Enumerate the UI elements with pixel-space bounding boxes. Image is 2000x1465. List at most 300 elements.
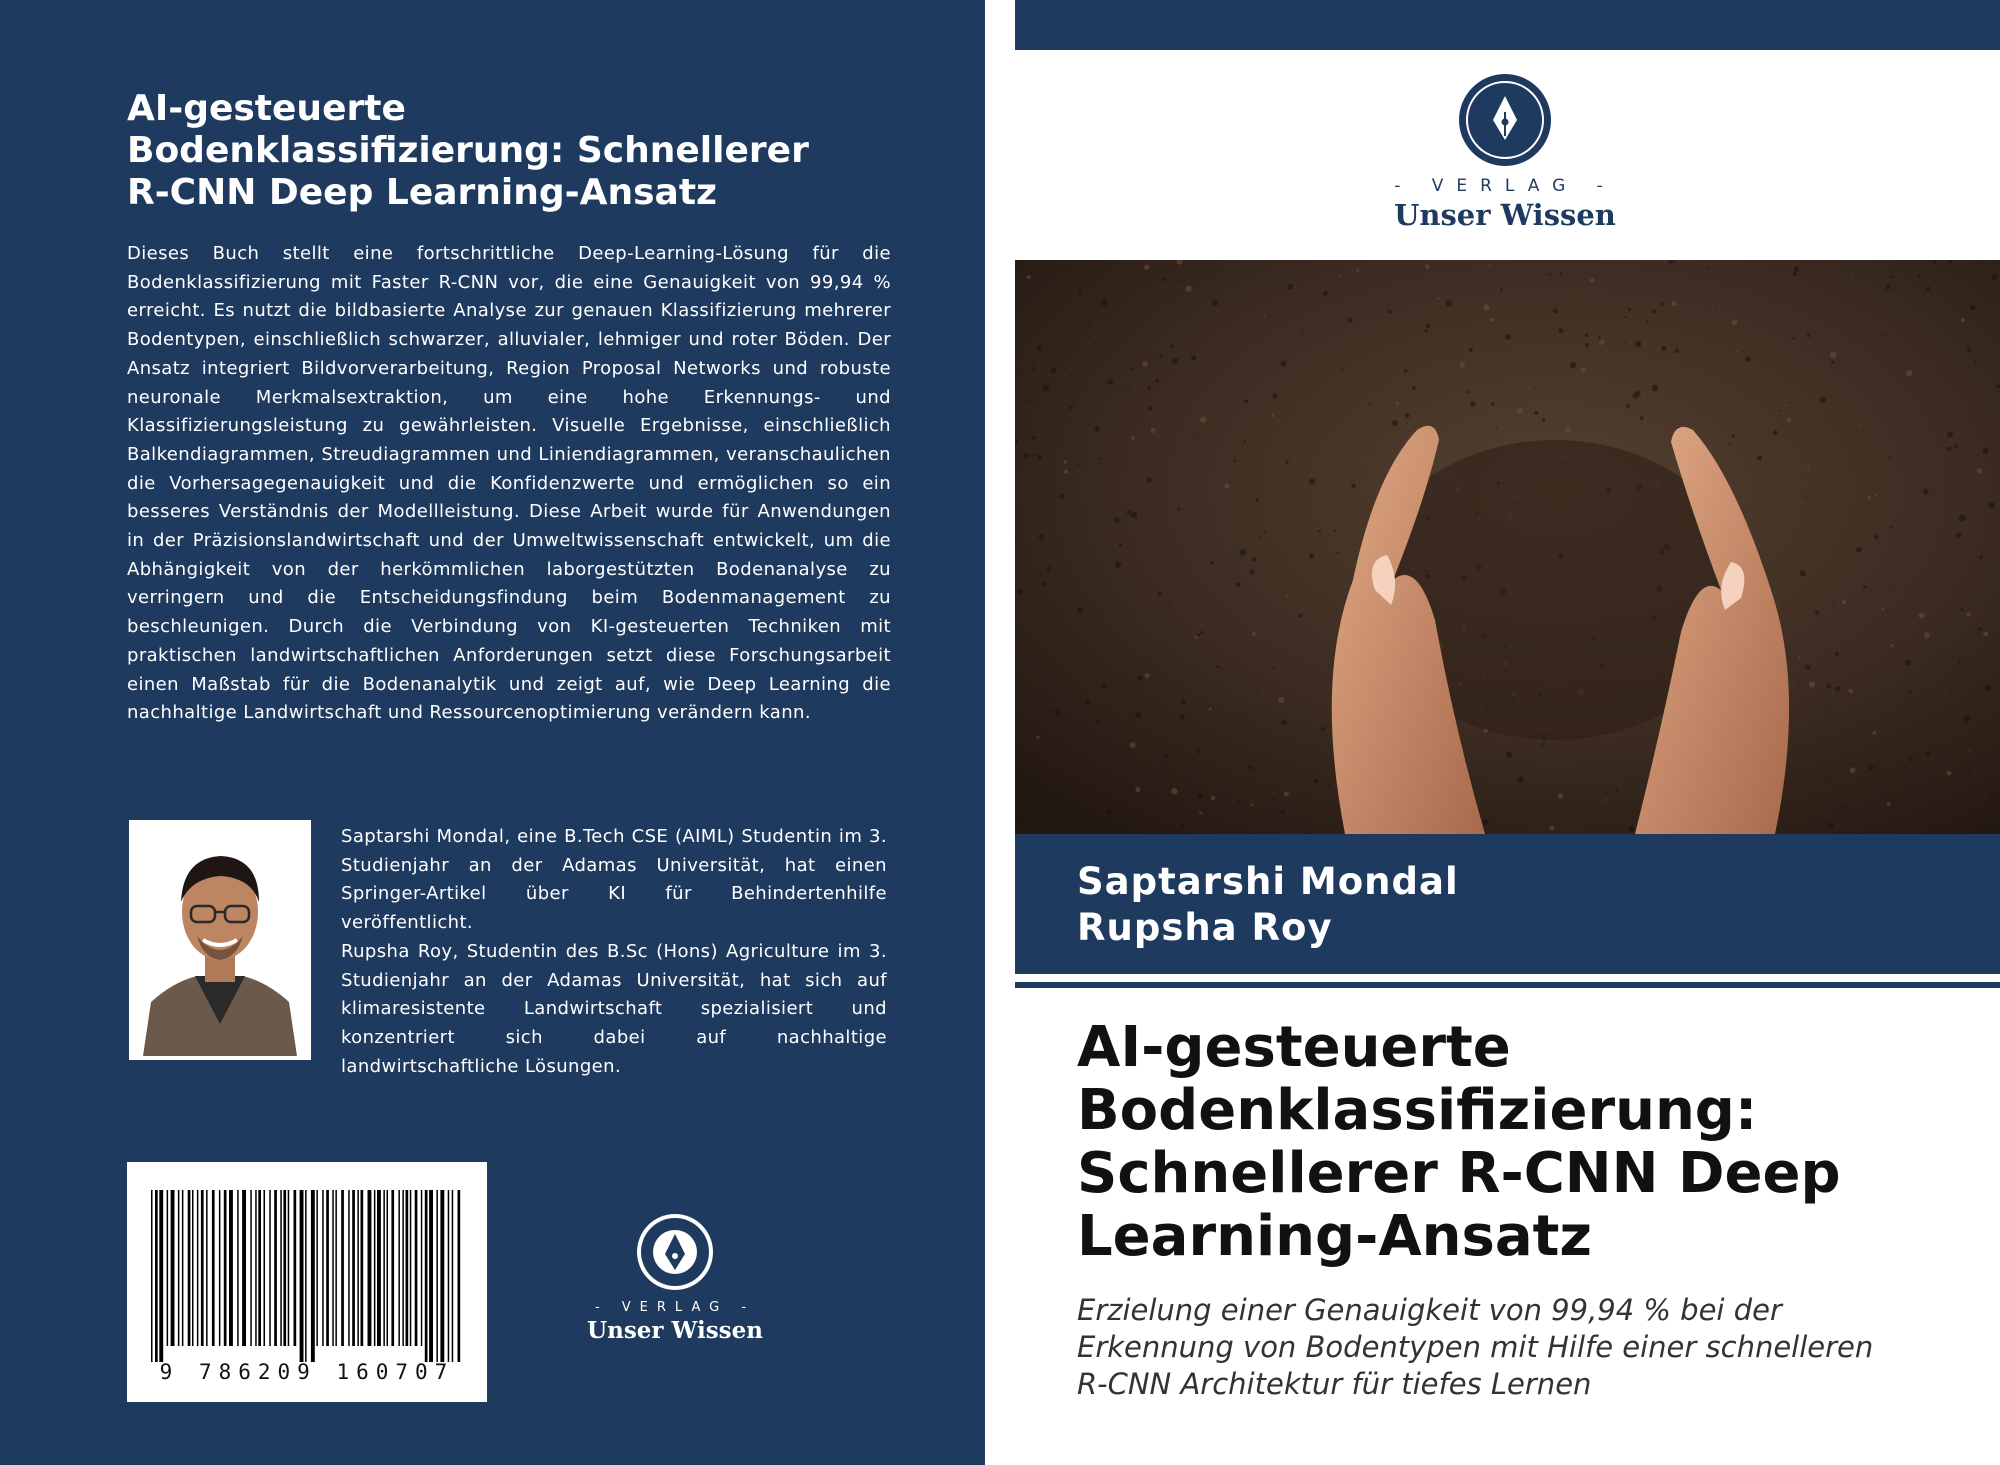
- soil-grain-dot: [1281, 361, 1287, 367]
- soil-grain-dot: [1890, 525, 1893, 528]
- barcode-bar: [316, 1190, 318, 1346]
- author-bio-mondal: Saptarshi Mondal, eine B.Tech CSE (AIML) Studentin im 3. Studienjahr an der Adamas Universität, hat einen Springer-Artikel über KI für Behindertenhilfe veröffentlicht.: [341, 826, 887, 934]
- soil-grain-dot: [1882, 608, 1884, 610]
- soil-grain-dot: [1856, 547, 1862, 553]
- author-bio-roy: Rupsha Roy, Studentin des B.Sc (Hons) Agriculture im 3. Studienjahr an der Adamas Universität, hat sich auf klimaresistente Landwirtschaft spezialisiert und konzentriert sich dabei auf nachhaltige landwirtschaftliche Lösungen.: [341, 940, 887, 1077]
- soil-grain-dot: [1181, 824, 1185, 828]
- soil-grain-dot: [1094, 426, 1100, 432]
- soil-grain-dot: [1135, 787, 1140, 792]
- soil-grain-dot: [1264, 531, 1266, 533]
- soil-grain-dot: [1659, 264, 1661, 266]
- soil-grain-dot: [1534, 800, 1536, 802]
- barcode-bar: [237, 1190, 239, 1346]
- soil-grain-dot: [1534, 411, 1538, 415]
- soil-grain-dot: [1489, 264, 1491, 266]
- soil-grain-dot: [1961, 318, 1965, 322]
- soil-grain-dot: [1237, 801, 1240, 804]
- soil-grain-dot: [1874, 535, 1879, 540]
- front-publisher-logo: [1385, 72, 1625, 232]
- soil-grain-dot: [1805, 496, 1807, 498]
- soil-grain-dot: [1909, 757, 1913, 761]
- soil-grain-dot: [1851, 277, 1853, 279]
- soil-grain-dot: [1135, 712, 1141, 718]
- soil-grain-dot: [1024, 453, 1029, 458]
- barcode-bar: [383, 1190, 385, 1346]
- soil-grain-dot: [1248, 766, 1252, 770]
- soil-grain-dot: [1148, 406, 1153, 411]
- author-bios: [341, 823, 887, 1081]
- soil-grain-dot: [1337, 552, 1339, 554]
- barcode-bar: [264, 1190, 266, 1346]
- barcode-bar: [294, 1190, 297, 1346]
- soil-grain-dot: [1155, 379, 1159, 383]
- soil-grain-dot: [1164, 755, 1168, 759]
- soil-grain-dot: [1798, 656, 1800, 658]
- soil-grain-dot: [1160, 355, 1163, 358]
- soil-grain-dot: [1341, 369, 1343, 371]
- soil-grain-dot: [1585, 333, 1589, 337]
- soil-grain-dot: [1646, 321, 1648, 323]
- soil-grain-dot: [1239, 549, 1246, 556]
- soil-grain-dot: [1807, 334, 1810, 337]
- barcode-bar: [458, 1190, 461, 1362]
- soil-grain-dot: [1708, 267, 1710, 269]
- soil-grain-dot: [1369, 403, 1372, 406]
- soil-grain-dot: [1084, 352, 1086, 354]
- back-cover: [0, 0, 985, 1465]
- soil-grain-dot: [1495, 428, 1497, 430]
- soil-grain-dot: [1284, 792, 1289, 797]
- soil-grain-dot: [1736, 351, 1738, 353]
- soil-grain-dot: [1958, 660, 1961, 663]
- author-name-1: Saptarshi Mondal: [1077, 860, 1459, 903]
- soil-grain-dot: [1624, 341, 1626, 343]
- soil-grain-dot: [1127, 385, 1129, 387]
- soil-grain-dot: [1351, 484, 1356, 489]
- front-divider: [1015, 982, 2000, 988]
- soil-grain-dot: [1470, 402, 1476, 408]
- publisher-seal-icon: [1457, 72, 1553, 168]
- barcode-bar: [280, 1190, 282, 1346]
- soil-grain-dot: [1835, 686, 1840, 691]
- back-publisher-logo: [575, 1212, 775, 1344]
- soil-grain-dot: [1356, 269, 1359, 272]
- soil-grain-dot: [1469, 348, 1473, 352]
- soil-grain-dot: [1581, 367, 1586, 372]
- soil-grain-dot: [1732, 320, 1738, 326]
- soil-grain-dot: [1392, 420, 1398, 426]
- soil-grain-dot: [1661, 302, 1665, 306]
- soil-grain-dot: [1970, 305, 1976, 311]
- barcode-bar: [300, 1190, 304, 1362]
- soil-grain-dot: [1780, 410, 1782, 412]
- soil-grain-dot: [1125, 447, 1127, 449]
- soil-grain-dot: [1624, 316, 1626, 318]
- soil-grain-dot: [1873, 731, 1877, 735]
- barcode-bar: [283, 1190, 286, 1346]
- soil-grain-dot: [1119, 543, 1123, 547]
- soil-grain-dot: [1198, 634, 1201, 637]
- soil-grain-dot: [1598, 336, 1601, 339]
- soil-grain-dot: [1863, 585, 1866, 588]
- soil-grain-dot: [1426, 324, 1431, 329]
- barcode-bar: [377, 1190, 381, 1346]
- soil-grain-dot: [1298, 613, 1302, 617]
- soil-grain-dot: [1147, 387, 1151, 391]
- soil-grain-dot: [1599, 340, 1604, 345]
- soil-grain-dot: [1016, 819, 1021, 824]
- soil-grain-dot: [1558, 328, 1563, 333]
- soil-grain-dot: [1425, 264, 1430, 269]
- barcode-bar: [429, 1190, 433, 1362]
- soil-grain-dot: [1224, 483, 1229, 488]
- soil-grain-dot: [1841, 806, 1845, 810]
- soil-grain-dot: [1628, 826, 1634, 832]
- soil-grain-dot: [1286, 595, 1288, 597]
- barcode: [147, 1190, 467, 1362]
- barcode-bar: [219, 1190, 221, 1346]
- soil-grain-dot: [1115, 562, 1121, 568]
- soil-grain-dot: [1195, 711, 1197, 713]
- soil-grain-dot: [1211, 796, 1216, 801]
- soil-grain-dot: [1039, 534, 1045, 540]
- soil-grain-dot: [1077, 607, 1083, 613]
- back-logo-brand: Unser Wissen: [587, 1317, 763, 1344]
- soil-grain-dot: [1548, 273, 1550, 275]
- barcode-bar: [151, 1190, 153, 1362]
- barcode-bar: [410, 1190, 412, 1346]
- soil-grain-dot: [1257, 692, 1259, 694]
- soil-grain-dot: [1605, 799, 1607, 801]
- soil-grain-dot: [1037, 455, 1042, 460]
- soil-grain-dot: [1017, 589, 1023, 595]
- soil-grain-dot: [1191, 355, 1197, 361]
- soil-grain-dot: [1054, 709, 1061, 716]
- soil-grain-dot: [1064, 470, 1068, 474]
- soil-grain-dot: [1466, 391, 1469, 394]
- soil-grain-dot: [1084, 386, 1086, 388]
- soil-grain-dot: [1490, 318, 1494, 322]
- barcode-bar: [192, 1190, 194, 1346]
- soil-grain-dot: [1285, 461, 1288, 464]
- soil-grain-dot: [1305, 377, 1307, 379]
- soil-grain-dot: [1983, 632, 1988, 637]
- barcode-bar: [415, 1190, 418, 1346]
- barcode-bar: [288, 1190, 290, 1346]
- soil-grain-dot: [1907, 719, 1909, 721]
- soil-grain-dot: [1281, 719, 1287, 725]
- soil-grain-dot: [1858, 425, 1860, 427]
- soil-grain-dot: [1815, 610, 1819, 614]
- soil-grain-dot: [1977, 468, 1982, 473]
- soil-grain-dot: [1281, 810, 1285, 814]
- soil-grain-dot: [1794, 266, 1800, 272]
- soil-grain-dot: [1404, 369, 1408, 373]
- soil-grain-dot: [1967, 771, 1970, 774]
- soil-grain-dot: [1198, 793, 1203, 798]
- soil-grain-dot: [1323, 291, 1328, 296]
- soil-grain-dot: [1925, 751, 1930, 756]
- soil-grain-dot: [1199, 812, 1202, 815]
- soil-grain-dot: [1032, 435, 1037, 440]
- soil-grain-dot: [1990, 795, 1994, 799]
- soil-grain-dot: [1799, 570, 1805, 576]
- soil-grain-dot: [1387, 310, 1391, 314]
- soil-grain-dot: [1181, 699, 1187, 705]
- barcode-bar: [201, 1190, 204, 1346]
- barcode-bar: [348, 1190, 350, 1346]
- soil-grain-dot: [1728, 443, 1730, 445]
- soil-grain-dot: [1585, 343, 1589, 347]
- soil-grain-dot: [1396, 402, 1399, 405]
- soil-grain-dot: [1107, 379, 1113, 385]
- barcode-bar: [206, 1190, 208, 1346]
- soil-grain-dot: [1635, 391, 1641, 397]
- soil-grain-dot: [1249, 569, 1254, 574]
- soil-grain-dot: [1827, 684, 1831, 688]
- soil-grain-dot: [1906, 370, 1912, 376]
- soil-grain-dot: [1988, 502, 1995, 509]
- soil-grain-dot: [1974, 361, 1976, 363]
- soil-grain-dot: [1923, 489, 1929, 495]
- soil-grain-dot: [1732, 434, 1735, 437]
- barcode-bar: [311, 1190, 315, 1362]
- soil-grain-dot: [1757, 455, 1762, 460]
- soil-grain-dot: [1070, 674, 1072, 676]
- soil-grain-dot: [1672, 301, 1677, 306]
- front-logo-brand: Unser Wissen: [1394, 198, 1616, 232]
- soil-grain-dot: [1027, 400, 1029, 402]
- soil-grain-dot: [1516, 408, 1522, 414]
- soil-grain-dot: [1835, 652, 1840, 657]
- soil-grain-dot: [1961, 608, 1964, 611]
- soil-grain-dot: [1954, 445, 1958, 449]
- soil-grain-dot: [1950, 693, 1952, 695]
- soil-grain-dot: [1967, 613, 1971, 617]
- barcode-bar: [305, 1190, 307, 1362]
- soil-grain-dot: [1981, 524, 1983, 526]
- soil-grain-dot: [1673, 260, 1676, 263]
- soil-grain-dot: [1318, 530, 1321, 533]
- soil-grain-dot: [1252, 632, 1256, 636]
- soil-grain-dot: [1985, 685, 1991, 691]
- soil-grain-dot: [1926, 286, 1931, 291]
- soil-grain-dot: [1101, 300, 1107, 306]
- soil-grain-dot: [1924, 632, 1930, 638]
- back-cover-blurb: Dieses Buch stellt eine fortschrittliche Deep-Learning-Lösung für die Bodenklassifizierung mit Faster R-CNN vor, die eine Genauigkeit von 99,94 % erreicht. Es nutzt die bildbasierte Analyse zur genauen Klassifizierung mehrerer Bodentypen, einschließlich schwarzer, alluvialer, lehmiger und roter Böden. Der Ansatz integriert Bildvorverarbeitung, Region Proposal Networks und robuste neuronale Merkmalsextraktion, um eine hohe Erkennungs- und Klassifizierungsleistung zu gewährleisten. Visuelle Ergebnisse, einschließlich Balkendiagrammen, Streudiagrammen und Liniendiagrammen, veranschaulichen die Vorhersagegenauigkeit und die Konfidenzwerte und ermöglichen so ein besseres Verständnis der Modellleistung. Diese Arbeit wurde für Anwendungen in der Präzisionslandwirtschaft und der Umweltwissenschaft entwickelt, um die Abhängigkeit von der herkömmlichen laborgestützten Bodenanalyse zu verringern und die Entscheidungsfindung beim Bodenmanagement zu beschleunigen. Durch die Verbindung von KI-gesteuerten Techniken mit praktischen landwirtschaftlichen Anforderungen setzt diese Forschungsarbeit einen Maßstab für die Bodenanalytik und zeigt auf, wie Deep Learning die nachhaltige Landwirtschaft und Ressourcenoptimierung verändern kann.: [127, 243, 891, 724]
- soil-grain-dot: [1412, 386, 1416, 390]
- soil-grain-dot: [1200, 416, 1206, 422]
- soil-grain-dot: [1086, 699, 1091, 704]
- soil-grain-dot: [1151, 353, 1153, 355]
- soil-grain-dot: [1046, 566, 1051, 571]
- soil-grain-dot: [1064, 460, 1067, 463]
- soil-grain-dot: [1820, 397, 1826, 403]
- barcode-bar: [229, 1190, 233, 1346]
- soil-grain-dot: [1570, 362, 1576, 368]
- soil-grain-dot: [1640, 416, 1644, 420]
- soil-grain-dot: [1927, 295, 1929, 297]
- soil-grain-dot: [1309, 553, 1314, 558]
- soil-grain-dot: [1652, 385, 1659, 392]
- barcode-bar: [421, 1190, 423, 1346]
- soil-grain-dot: [1043, 385, 1049, 391]
- soil-grain-dot: [1445, 300, 1452, 307]
- soil-grain-dot: [1842, 600, 1846, 604]
- soil-grain-dot: [1425, 330, 1428, 333]
- soil-grain-dot: [1917, 275, 1920, 278]
- soil-grain-dot: [1036, 736, 1039, 739]
- soil-grain-dot: [1528, 387, 1530, 389]
- front-cover-subtitle: Erzielung einer Genauigkeit von 99,94 % bei der Erkennung von Bodentypen mit Hilfe einer schnelleren R-CNN Architektur für tiefes Lernen: [1077, 1293, 1874, 1401]
- soil-grain-dot: [1746, 356, 1751, 361]
- soil-grain-dot: [1553, 309, 1558, 314]
- soil-grain-dot: [1195, 636, 1198, 639]
- soil-grain-dot: [1977, 627, 1981, 631]
- soil-grain-dot: [1558, 793, 1563, 798]
- soil-grain-dot: [1031, 367, 1035, 371]
- barcode-bar: [258, 1190, 261, 1346]
- isbn-number: 9 786209 160707: [159, 1360, 455, 1384]
- soil-grain-dot: [1947, 431, 1953, 437]
- soil-grain-dot: [1850, 767, 1856, 773]
- barcode-bar: [402, 1190, 404, 1346]
- barcode-bar: [448, 1190, 450, 1362]
- soil-grain-dot: [1127, 510, 1131, 514]
- soil-grain-dot: [1615, 789, 1618, 792]
- barcode-bar: [269, 1190, 271, 1346]
- soil-grain-dot: [1041, 581, 1046, 586]
- soil-grain-dot: [1252, 557, 1257, 562]
- soil-grain-dot: [1273, 667, 1275, 669]
- soil-grain-dot: [1131, 436, 1135, 440]
- soil-grain-dot: [1868, 765, 1873, 770]
- soil-grain-dot: [1144, 265, 1149, 270]
- author-name-2: Rupsha Roy: [1077, 906, 1333, 949]
- soil-grain-dot: [1807, 468, 1809, 470]
- soil-grain-dot: [1244, 714, 1246, 716]
- soil-grain-dot: [1675, 348, 1680, 353]
- barcode-label: [127, 1162, 487, 1402]
- barcode-bar: [167, 1190, 169, 1346]
- soil-grain-dot: [1347, 318, 1352, 323]
- soil-grain-dot: [1787, 418, 1792, 423]
- soil-grain-dot: [1360, 460, 1362, 462]
- soil-grain-dot: [1848, 689, 1853, 694]
- soil-grain-dot: [1309, 479, 1315, 485]
- soil-grain-dot: [1963, 715, 1969, 721]
- soil-grain-dot: [1200, 631, 1203, 634]
- soil-grain-dot: [1130, 742, 1136, 748]
- soil-grain-dot: [1167, 602, 1169, 604]
- soil-grain-dot: [1906, 660, 1912, 666]
- barcode-bar: [212, 1190, 215, 1346]
- soil-grain-dot: [1114, 518, 1120, 524]
- soil-grain-dot: [1506, 752, 1512, 758]
- author-band: [1015, 834, 2000, 974]
- soil-grain-dot: [1793, 337, 1795, 339]
- soil-grain-dot: [1809, 681, 1815, 687]
- soil-grain-dot: [1177, 508, 1180, 511]
- barcode-bar: [188, 1190, 191, 1346]
- soil-grain-dot: [1825, 706, 1827, 708]
- soil-grain-dot: [1271, 414, 1274, 417]
- soil-grain-dot: [1151, 428, 1156, 433]
- soil-grain-dot: [1212, 300, 1218, 306]
- soil-grain-dot: [1197, 749, 1201, 753]
- soil-grain-dot: [1303, 330, 1305, 332]
- soil-grain-dot: [1891, 644, 1894, 647]
- soil-grain-dot: [1824, 777, 1826, 779]
- front-cover: [1015, 0, 2000, 1465]
- soil-grain-dot: [1277, 808, 1279, 810]
- soil-grain-dot: [1773, 430, 1778, 435]
- soil-grain-dot: [1160, 763, 1162, 765]
- soil-grain-dot: [1180, 715, 1185, 720]
- soil-grain-dot: [1334, 530, 1336, 532]
- soil-grain-dot: [1090, 765, 1092, 767]
- soil-hands-photo: [1015, 260, 2000, 834]
- spine-gap: [985, 0, 1015, 1465]
- soil-grain-dot: [1217, 665, 1220, 668]
- soil-grain-dot: [1171, 788, 1177, 794]
- soil-grain-dot: [1106, 809, 1112, 815]
- soil-grain-dot: [1288, 284, 1294, 290]
- barcode-bar: [406, 1190, 409, 1346]
- soil-grain-dot: [1830, 352, 1836, 358]
- soil-grain-dot: [1972, 423, 1974, 425]
- soil-grain-dot: [1070, 374, 1072, 376]
- soil-grain-dot: [1050, 368, 1056, 374]
- soil-grain-dot: [1069, 405, 1073, 409]
- soil-grain-dot: [1098, 458, 1100, 460]
- soil-grain-dot: [1889, 456, 1892, 459]
- soil-grain-dot: [1491, 402, 1495, 406]
- barcode-bar: [178, 1190, 180, 1346]
- soil-grain-dot: [1895, 585, 1897, 587]
- soil-grain-dot: [1313, 779, 1318, 784]
- back-cover-title: AI-gesteuerte Bodenklassifizierung: Schnellerer R-CNN Deep Learning-Ansatz: [127, 88, 809, 213]
- soil-grain-dot: [1162, 277, 1166, 281]
- soil-grain-dot: [1565, 427, 1571, 433]
- soil-grain-dot: [1967, 348, 1972, 353]
- soil-grain-dot: [1542, 419, 1545, 422]
- soil-grain-dot: [1236, 582, 1241, 587]
- soil-grain-dot: [1027, 275, 1031, 279]
- soil-grain-dot: [1831, 361, 1834, 364]
- soil-grain-dot: [1518, 776, 1525, 783]
- soil-grain-dot: [1628, 308, 1632, 312]
- barcode-bar: [326, 1190, 329, 1346]
- soil-grain-dot: [1483, 819, 1489, 825]
- barcode-bar: [352, 1190, 355, 1346]
- soil-grain-dot: [1875, 494, 1877, 496]
- soil-grain-dot: [1590, 278, 1594, 282]
- soil-grain-dot: [1719, 307, 1721, 309]
- soil-grain-dot: [1549, 826, 1554, 831]
- soil-grain-dot: [1976, 823, 1979, 826]
- soil-grain-dot: [1077, 463, 1080, 466]
- soil-grain-dot: [1978, 262, 1980, 264]
- soil-grain-dot: [1272, 798, 1274, 800]
- soil-grain-dot: [1542, 743, 1545, 746]
- soil-grain-dot: [1406, 422, 1408, 424]
- barcode-bar: [255, 1190, 257, 1346]
- publisher-seal-icon: [635, 1212, 715, 1292]
- soil-grain-dot: [1272, 393, 1277, 398]
- barcode-bar: [171, 1190, 175, 1346]
- soil-grain-dot: [1652, 310, 1656, 314]
